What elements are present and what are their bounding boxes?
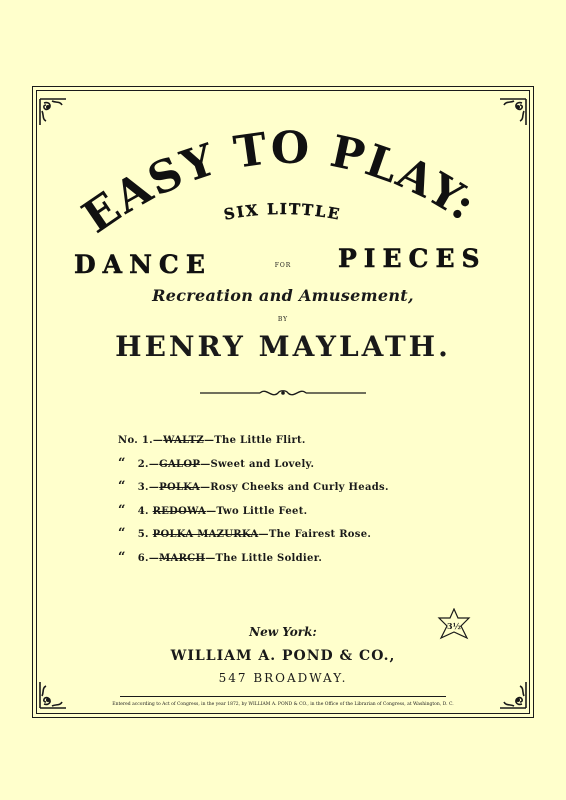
pieces-list: [118, 430, 389, 570]
piece-name: REDOWA: [152, 505, 207, 517]
footer-rule: [120, 696, 446, 697]
piece-subtitle: —Rosy Cheeks and Curly Heads.: [199, 482, 389, 493]
list-item: [118, 523, 389, 547]
list-number: 6.—: [137, 552, 160, 564]
list-number: 3.—: [137, 482, 160, 493]
piece-subtitle: —The Little Flirt.: [203, 435, 306, 446]
piece-name: MARCH: [159, 552, 206, 564]
piece-subtitle: —The Fairest Rose.: [258, 529, 372, 540]
composer-name: HENRY MAYLATH.: [115, 330, 451, 363]
city-line: New York:: [249, 625, 317, 639]
list-prefix: No.: [118, 435, 139, 446]
piece-subtitle: —Two Little Feet.: [206, 505, 308, 517]
piece-name: POLKA: [159, 482, 200, 493]
divider-ornament-icon: [200, 386, 366, 400]
title-arch: [0, 120, 566, 240]
plate-star-icon: [437, 608, 471, 644]
list-prefix: “: [118, 455, 126, 471]
list-number: 4.: [137, 505, 149, 517]
list-item: [118, 547, 389, 571]
plate-number: 3½: [447, 621, 461, 631]
list-prefix: “: [118, 549, 126, 565]
list-item: [118, 476, 389, 500]
publisher-address: 547 BROADWAY.: [218, 671, 348, 685]
publisher-name: WILLIAM A. POND & CO.,: [170, 648, 396, 664]
dance-word: DANCE: [74, 250, 212, 279]
by-word: BY: [277, 316, 289, 323]
piece-name: GALOP: [159, 458, 201, 470]
copyright-notice: Entered according to Act of Congress, in the year 1872, by WILLIAM A. POND & CO., in the Office of the Librarian of Congress, at Washington, D. C.: [112, 702, 454, 707]
piece-subtitle: —The Little Soldier.: [205, 552, 323, 564]
list-item: [118, 453, 389, 477]
list-number: 2.—: [137, 458, 160, 470]
purpose-line: Recreation and Amusement,: [152, 286, 414, 305]
list-number: 5.: [137, 529, 149, 540]
for-word: FOR: [274, 262, 292, 269]
pieces-word: PIECES: [338, 244, 487, 273]
piece-name: WALTZ: [163, 435, 204, 446]
subtitle: SIX LITTLE: [222, 199, 343, 224]
list-prefix: “: [118, 502, 126, 518]
piece-name: POLKA MAZURKA: [152, 529, 259, 540]
list-item: [118, 430, 389, 453]
list-prefix: “: [118, 526, 126, 541]
list-number: 1.—: [141, 435, 164, 446]
list-prefix: “: [118, 479, 126, 494]
page-title: EASY TO PLAY:: [73, 122, 486, 240]
list-item: [118, 500, 389, 524]
piece-subtitle: —Sweet and Lovely.: [200, 458, 315, 470]
